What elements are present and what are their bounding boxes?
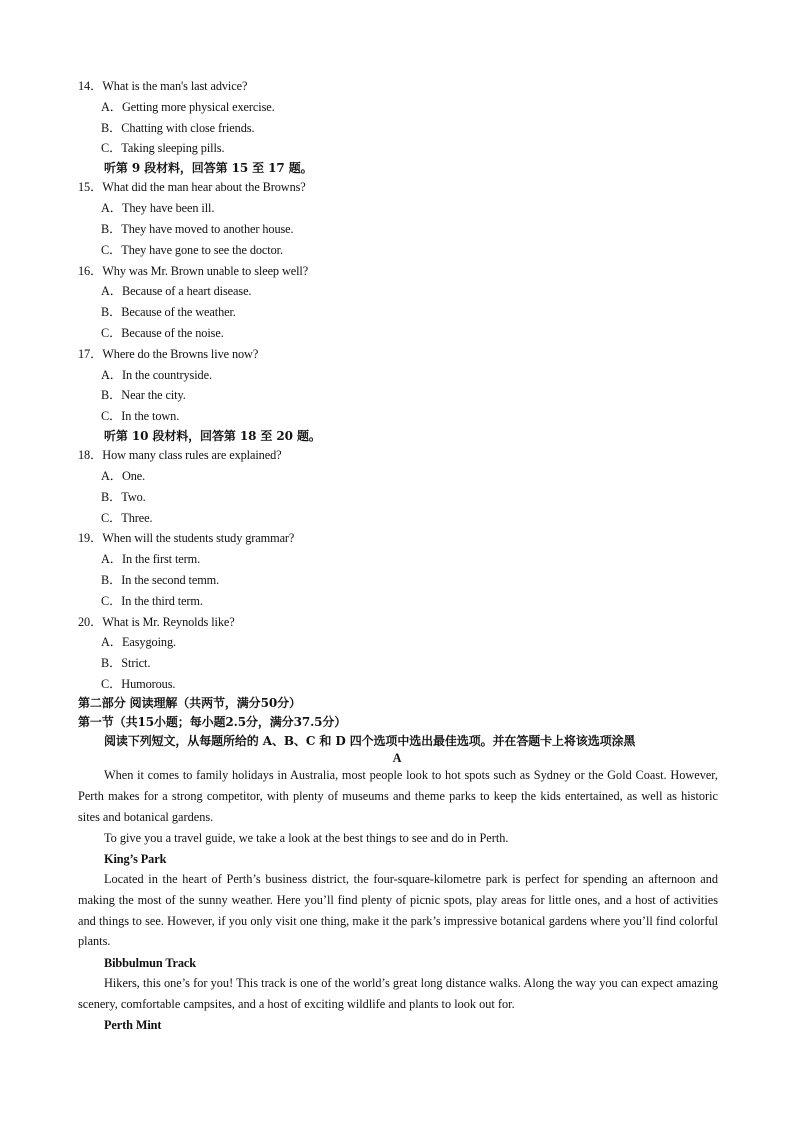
reading-instruction: 阅读下列短文，从每题所给的 A、B、C 和 D 四个选项中选出最佳选项。并在答题卡上将该选项涂黑: [104, 734, 636, 748]
perth-mint-heading: Perth Mint: [104, 1018, 162, 1032]
question-17-option-b: B．Near the city.: [101, 388, 186, 402]
question-17-stem: 17．Where do the Browns live now?: [78, 347, 259, 361]
question-20-option-a: A．Easygoing.: [101, 635, 176, 649]
reading-section-title: 第一节（共15小题；每小题2.5分，满分37.5分）: [78, 715, 347, 729]
question-15-stem: 15．What did the man hear about the Browns?: [78, 180, 306, 194]
reading-part-title: 第二部分 阅读理解（共两节，满分50分）: [78, 696, 301, 710]
question-16-option-a: A．Because of a heart disease.: [101, 284, 252, 298]
question-18-option-b: B．Two.: [101, 490, 146, 504]
question-19-option-b: B．In the second temm.: [101, 573, 220, 587]
question-18-option-a: A．One.: [101, 469, 146, 483]
listening-section-10-heading: 听第 10 段材料，回答第 18 至 20 题。: [104, 429, 321, 443]
question-14-option-a: A．Getting more physical exercise.: [101, 100, 275, 114]
question-16-option-b: B．Because of the weather.: [101, 305, 236, 319]
question-14-option-b: B．Chatting with close friends.: [101, 121, 255, 135]
question-14-stem: 14．What is the man's last advice?: [78, 79, 248, 93]
kings-park-paragraph: Located in the heart of Perth’s business district, the four-square-kilometre park is perfect for spending an afternoon and making the most of the sunny weather. Here you’ll find plenty of picnic spots, play areas for little ones, and a host of activities and things to see. However, if you only visit one thing, make it the park’s impressive botanical gardens where you’ll find colorful plants.: [78, 872, 718, 949]
question-16-option-c: C．Because of the noise.: [101, 326, 224, 340]
question-18-stem: 18．How many class rules are explained?: [78, 448, 282, 462]
question-15-option-c: C．They have gone to see the doctor.: [101, 243, 283, 257]
question-18-option-c: C．Three.: [101, 511, 153, 525]
question-20-option-b: B．Strict.: [101, 656, 151, 670]
question-17-option-a: A．In the countryside.: [101, 368, 212, 382]
question-20-option-c: C．Humorous.: [101, 677, 176, 691]
question-17-option-c: C．In the town.: [101, 409, 180, 423]
passage-paragraph-2: To give you a travel guide, we take a look at the best things to see and do in Perth.: [104, 831, 509, 845]
question-19-stem: 19．When will the students study grammar?: [78, 531, 295, 545]
question-16-stem: 16．Why was Mr. Brown unable to sleep well?: [78, 264, 309, 278]
question-15-option-b: B．They have moved to another house.: [101, 222, 294, 236]
question-19-option-a: A．In the first term.: [101, 552, 201, 566]
passage-paragraph-1: When it comes to family holidays in Australia, most people look to hot spots such as Sydney or the Gold Coast. However, Perth makes for a strong competitor, with plenty of museums and theme parks to keep the kids entertained, as well as historic sites and botanical gardens.: [78, 768, 718, 824]
bibbulmun-track-heading: Bibbulmun Track: [104, 956, 197, 970]
kings-park-heading: King’s Park: [104, 852, 167, 866]
passage-label: A: [392, 751, 402, 765]
question-15-option-a: A．They have been ill.: [101, 201, 215, 215]
question-20-stem: 20．What is Mr. Reynolds like?: [78, 615, 235, 629]
question-14-option-c: C．Taking sleeping pills.: [101, 141, 225, 155]
listening-section-9-heading: 听第 9 段材料，回答第 15 至 17 题。: [104, 161, 313, 175]
bibbulmun-track-paragraph: Hikers, this one’s for you! This track is one of the world’s great long distance walks. Along the way you can expect amazing scenery, comfortable campsites, and a host of exciting wildlife and plants to look out for.: [78, 976, 718, 1011]
question-19-option-c: C．In the third term.: [101, 594, 203, 608]
